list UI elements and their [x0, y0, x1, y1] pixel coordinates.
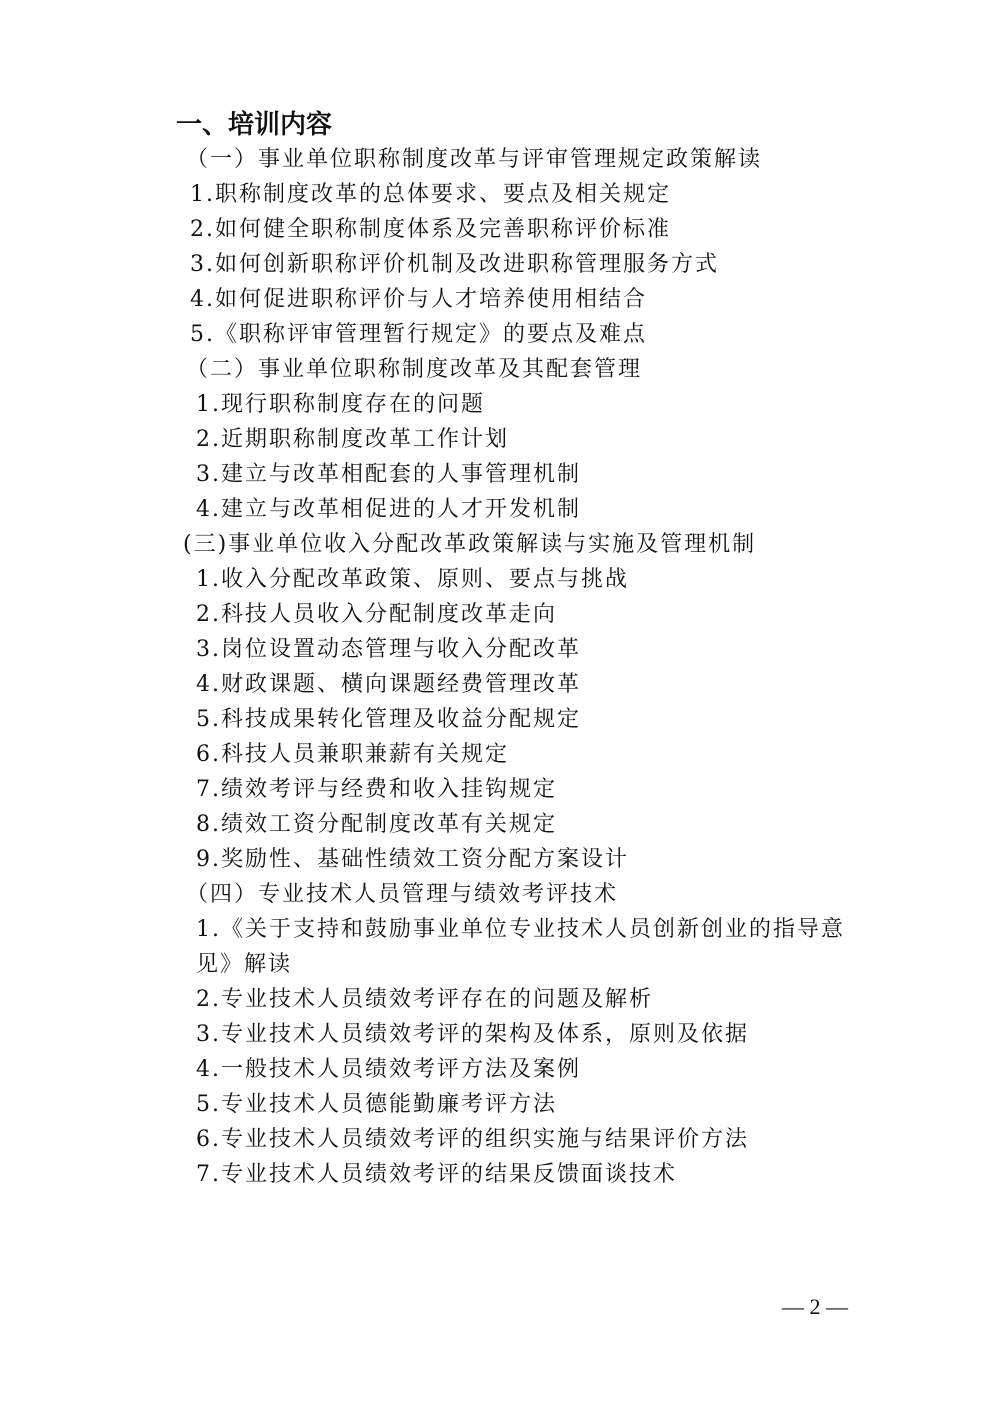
list-item: 2.近期职称制度改革工作计划 [196, 427, 509, 452]
list-item: 7.绩效考评与经费和收入挂钩规定 [196, 777, 557, 802]
list-item: 7.专业技术人员绩效考评的结果反馈面谈技术 [196, 1162, 677, 1187]
subsection-title-4: （四）专业技术人员管理与绩效考评技术 [186, 882, 619, 907]
list-item: 4.一般技术人员绩效考评方法及案例 [196, 1057, 581, 1082]
list-item: 3.建立与改革相配套的人事管理机制 [196, 462, 581, 487]
list-item: 6.专业技术人员绩效考评的组织实施与结果评价方法 [196, 1127, 749, 1152]
list-item: 5.科技成果转化管理及收益分配规定 [196, 707, 581, 732]
list-item: 2.专业技术人员绩效考评存在的问题及解析 [196, 987, 653, 1012]
list-item: 4.建立与改革相促进的人才开发机制 [196, 497, 581, 522]
list-item: 1.《关于支持和鼓励事业单位专业技术人员创新创业的指导意 [196, 917, 845, 942]
list-item: 3.专业技术人员绩效考评的架构及体系，原则及依据 [196, 1022, 749, 1047]
list-item: 2.如何健全职称制度体系及完善职称评价标准 [190, 217, 671, 242]
list-item: 3.如何创新职称评价机制及改进职称管理服务方式 [190, 252, 719, 277]
page-number: — 2 — [782, 1294, 848, 1319]
list-item: 1.职称制度改革的总体要求、要点及相关规定 [190, 182, 671, 207]
list-item: 6.科技人员兼职兼薪有关规定 [196, 742, 509, 767]
list-item: 8.绩效工资分配制度改革有关规定 [196, 812, 557, 837]
list-item: 见》解读 [196, 952, 293, 977]
list-item: 5.《职称评审管理暂行规定》的要点及难点 [190, 322, 647, 347]
list-item: 1.收入分配改革政策、原则、要点与挑战 [196, 567, 629, 592]
list-item: 3.岗位设置动态管理与收入分配改革 [196, 637, 581, 662]
list-item: 4.财政课题、横向课题经费管理改革 [196, 672, 581, 697]
section-heading: 一、培训内容 [176, 110, 333, 140]
list-item: 5.专业技术人员德能勤廉考评方法 [196, 1092, 557, 1117]
subsection-title-1: （一）事业单位职称制度改革与评审管理规定政策解读 [186, 147, 763, 172]
subsection-title-2: （二）事业单位职称制度改革及其配套管理 [186, 357, 643, 382]
list-item: 9.奖励性、基础性绩效工资分配方案设计 [196, 847, 629, 872]
list-item: 4.如何促进职称评价与人才培养使用相结合 [190, 287, 647, 312]
subsection-title-3: (三)事业单位收入分配改革政策解读与实施及管理机制 [183, 532, 757, 557]
list-item: 2.科技人员收入分配制度改革走向 [196, 602, 557, 627]
list-item: 1.现行职称制度存在的问题 [196, 392, 485, 417]
